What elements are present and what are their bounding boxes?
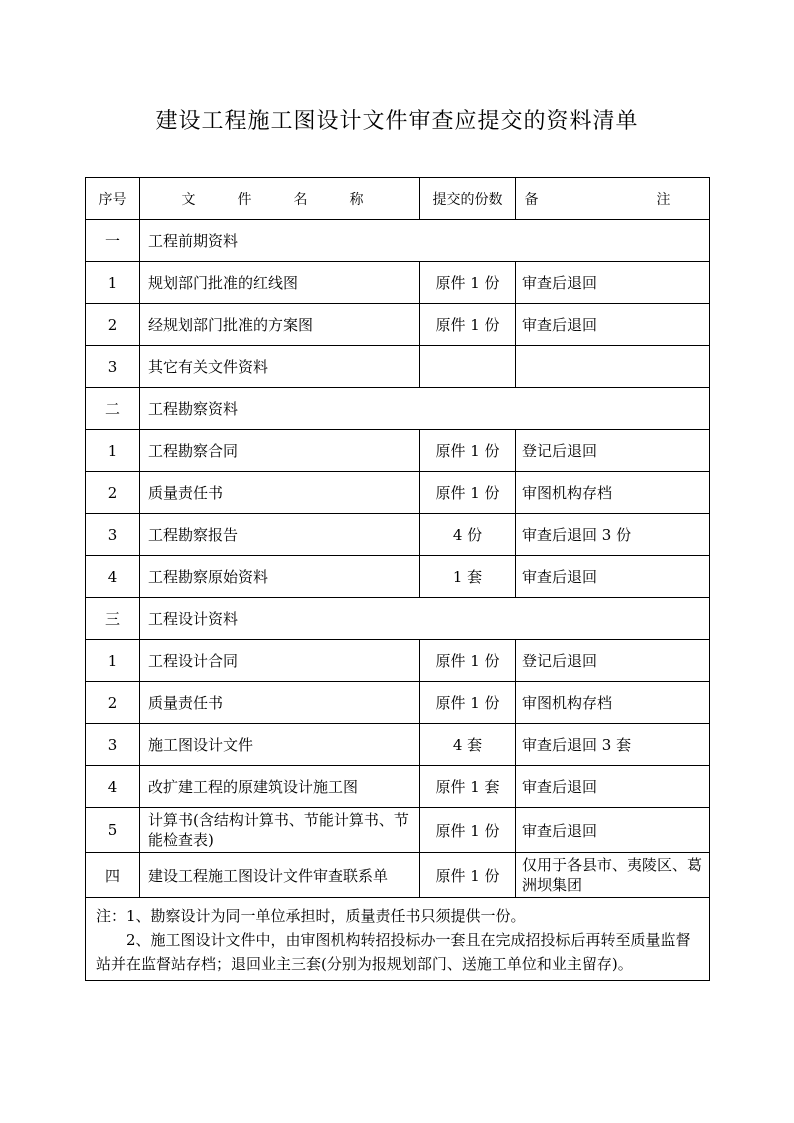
header-name: 文 件 名 称: [140, 178, 420, 220]
row-remark: 审查后退回: [516, 262, 710, 304]
row-count: [420, 346, 516, 388]
table-row: [86, 262, 710, 304]
row-name: 施工图设计文件: [140, 724, 420, 766]
section-header-row: [86, 598, 710, 640]
section-label: 工程前期资料: [140, 220, 710, 262]
row-remark: 审查后退回: [516, 556, 710, 598]
table-row: [86, 556, 710, 598]
row-count: 原件 1 份: [420, 430, 516, 472]
row-no: 四: [86, 853, 140, 898]
row-remark: 审查后退回: [516, 766, 710, 808]
header-no: 序号: [86, 178, 140, 220]
table-row: [86, 430, 710, 472]
section-no: 二: [86, 388, 140, 430]
row-no: 2: [86, 472, 140, 514]
section-label: 工程勘察资料: [140, 388, 710, 430]
row-no: 5: [86, 808, 140, 853]
row-no: 4: [86, 766, 140, 808]
header-remark: 备 注: [516, 178, 710, 220]
row-no: 3: [86, 724, 140, 766]
table-row: [86, 724, 710, 766]
row-name: 建设工程施工图设计文件审查联系单: [140, 853, 420, 898]
row-count: 原件 1 份: [420, 808, 516, 853]
table-row: [86, 304, 710, 346]
row-remark: 审图机构存档: [516, 472, 710, 514]
row-remark: 审查后退回: [516, 808, 710, 853]
row-count: 原件 1 份: [420, 472, 516, 514]
row-name: 工程设计合同: [140, 640, 420, 682]
row-no: 1: [86, 262, 140, 304]
table-row: [86, 472, 710, 514]
document-list-table: [85, 177, 710, 981]
note-1: 注：1、勘察设计为同一单位承担时，质量责任书只须提供一份。: [96, 907, 526, 925]
section-no: 一: [86, 220, 140, 262]
row-count: 原件 1 份: [420, 304, 516, 346]
row-no: 3: [86, 346, 140, 388]
section-header-row: [86, 220, 710, 262]
table-row: [86, 640, 710, 682]
note-2: 2、施工图设计文件中，由审图机构转招投标办一套且在完成招投标后再转至质量监督站并在监督站存档；退回业主三套(分别为报规划部门、送施工单位和业主留存)。: [96, 931, 691, 973]
row-count: 原件 1 份: [420, 640, 516, 682]
table-row: [86, 766, 710, 808]
row-count: 原件 1 份: [420, 682, 516, 724]
row-no: 1: [86, 640, 140, 682]
row-no: 1: [86, 430, 140, 472]
row-count: 原件 1 套: [420, 766, 516, 808]
row-count: 原件 1 份: [420, 262, 516, 304]
row-name: 工程勘察合同: [140, 430, 420, 472]
table-row: [86, 346, 710, 388]
row-name: 改扩建工程的原建筑设计施工图: [140, 766, 420, 808]
row-name: 其它有关文件资料: [140, 346, 420, 388]
row-name: 质量责任书: [140, 472, 420, 514]
notes-row: [86, 898, 710, 981]
row-no: 3: [86, 514, 140, 556]
row-name: 经规划部门批准的方案图: [140, 304, 420, 346]
row-count: 4 份: [420, 514, 516, 556]
table-header-row: [86, 178, 710, 220]
row-remark: 登记后退回: [516, 640, 710, 682]
row-remark: 审查后退回 3 套: [516, 724, 710, 766]
table-row: [86, 808, 710, 853]
table-row: [86, 853, 710, 898]
row-name: 工程勘察报告: [140, 514, 420, 556]
row-no: 2: [86, 682, 140, 724]
section-header-row: [86, 388, 710, 430]
row-remark: 审图机构存档: [516, 682, 710, 724]
row-count: 原件 1 份: [420, 853, 516, 898]
row-name: 计算书(含结构计算书、节能计算书、节能检查表): [140, 808, 420, 853]
table-row: [86, 514, 710, 556]
row-name: 工程勘察原始资料: [140, 556, 420, 598]
table-row: [86, 682, 710, 724]
row-count: 4 套: [420, 724, 516, 766]
header-count: 提交的份数: [420, 178, 516, 220]
section-no: 三: [86, 598, 140, 640]
row-remark: 审查后退回 3 份: [516, 514, 710, 556]
row-no: 4: [86, 556, 140, 598]
row-name: 质量责任书: [140, 682, 420, 724]
row-remark: [516, 346, 710, 388]
page-title: 建设工程施工图设计文件审查应提交的资料清单: [155, 109, 639, 134]
row-remark: 登记后退回: [516, 430, 710, 472]
row-remark: 仅用于各县市、夷陵区、葛洲坝集团: [516, 853, 710, 898]
row-no: 2: [86, 304, 140, 346]
row-remark: 审查后退回: [516, 304, 710, 346]
row-count: 1 套: [420, 556, 516, 598]
section-label: 工程设计资料: [140, 598, 710, 640]
row-name: 规划部门批准的红线图: [140, 262, 420, 304]
notes-cell: [86, 898, 710, 981]
